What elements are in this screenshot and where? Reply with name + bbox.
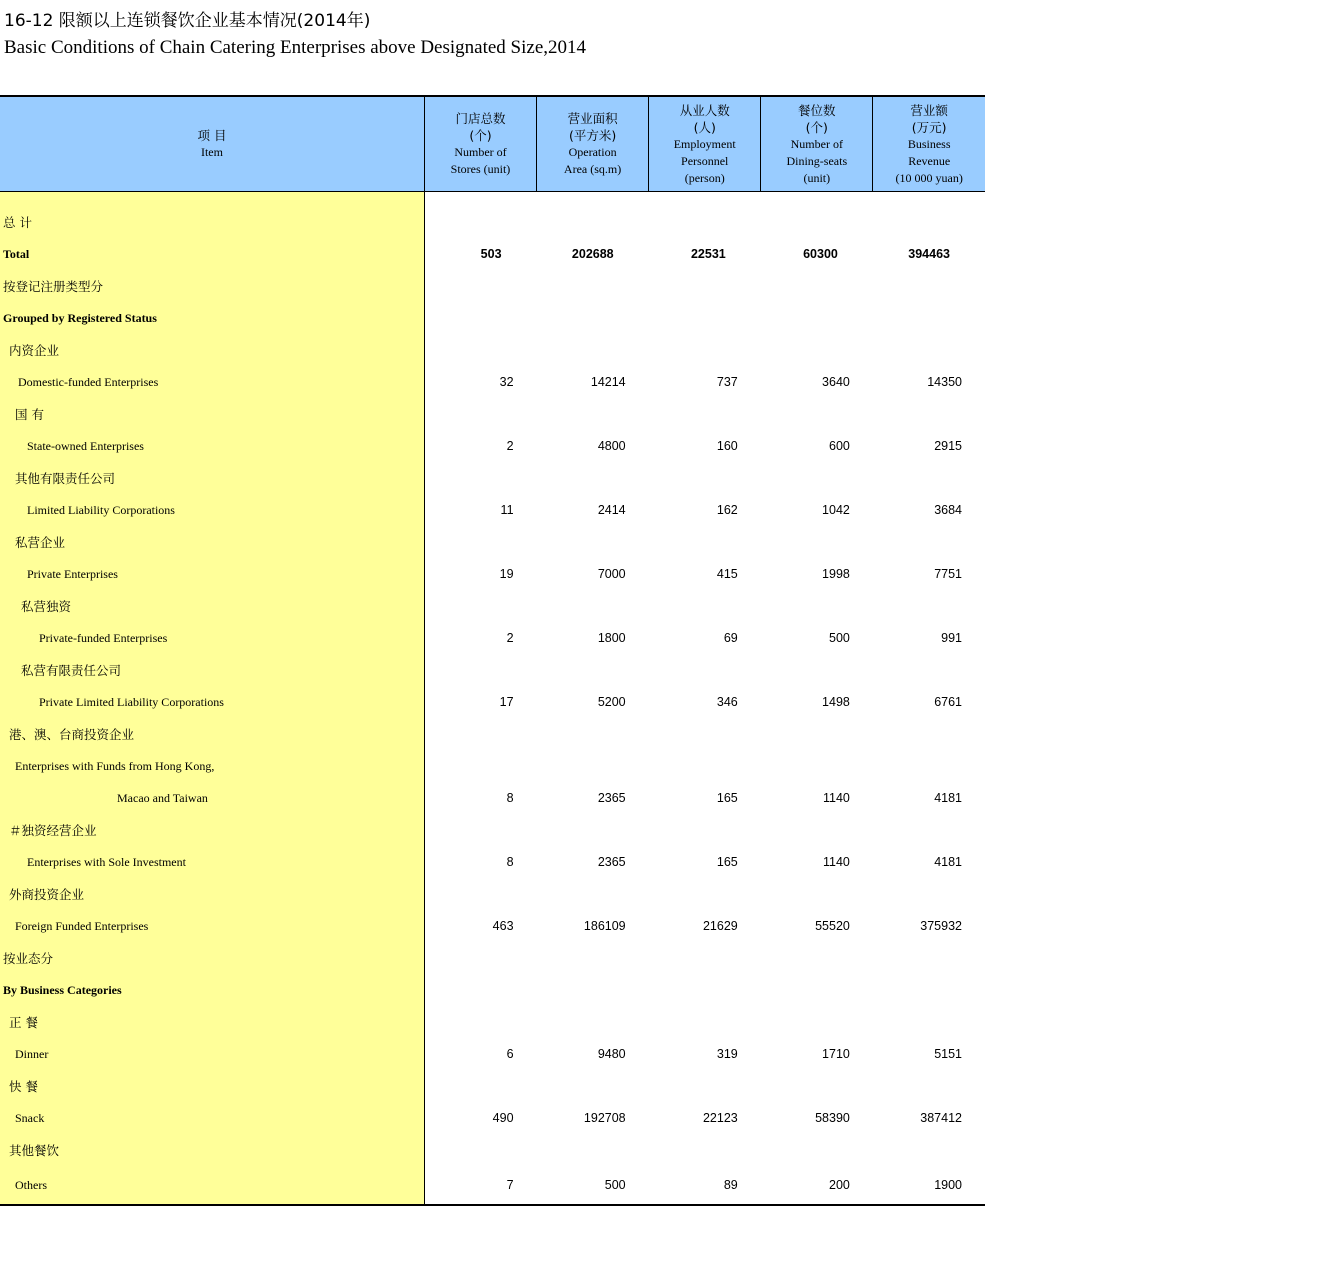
- table-row: [0, 654, 985, 686]
- seats-cell: [761, 1006, 873, 1038]
- table-row: [0, 846, 985, 878]
- area-cell: [537, 206, 649, 238]
- stores-cell: 463: [492, 919, 514, 933]
- header-row: [0, 96, 985, 192]
- seats-cell: [761, 398, 873, 430]
- stores-cell: [424, 974, 536, 1006]
- table-row: [0, 238, 985, 270]
- stores-cell: [424, 814, 536, 846]
- seats-cell: [761, 974, 873, 1006]
- stores-cell: 2: [506, 439, 514, 453]
- row-label: State-owned Enterprises: [0, 430, 424, 462]
- table-row: [0, 366, 985, 398]
- table-row: [0, 558, 985, 590]
- row-label: 港、澳、台商投资企业: [0, 718, 424, 750]
- area-cell: 2365: [597, 855, 626, 869]
- revenue-cell: [873, 206, 985, 238]
- area-cell: 7000: [597, 567, 626, 581]
- seats-cell: [761, 590, 873, 622]
- stores-cell: 2: [506, 631, 514, 645]
- area-cell: [537, 942, 649, 974]
- row-label: 其他有限责任公司: [0, 462, 424, 494]
- table-row: [0, 974, 985, 1006]
- seats-cell: [761, 750, 873, 782]
- employment-cell: 165: [716, 855, 738, 869]
- row-label: 按业态分: [0, 942, 424, 974]
- area-cell: 202688: [571, 247, 614, 261]
- revenue-cell: 1900: [873, 1166, 985, 1205]
- header-stores: 门店总数 (个) Number of Stores (unit): [424, 96, 536, 192]
- table-row: [0, 782, 985, 814]
- revenue-cell: [873, 814, 985, 846]
- row-label: By Business Categories: [0, 974, 424, 1006]
- table-row: [0, 206, 985, 238]
- area-cell: 4800: [597, 439, 626, 453]
- employment-cell: 89: [649, 1166, 761, 1205]
- stores-cell: 32: [499, 375, 514, 389]
- table-row: [0, 718, 985, 750]
- area-cell: [537, 270, 649, 302]
- seats-cell: [761, 718, 873, 750]
- stores-cell: 8: [506, 855, 514, 869]
- stores-cell: [424, 750, 536, 782]
- revenue-cell: [873, 270, 985, 302]
- row-label: 私营企业: [0, 526, 424, 558]
- table-row: [0, 622, 985, 654]
- employment-cell: [649, 590, 761, 622]
- row-label: Private Enterprises: [0, 558, 424, 590]
- revenue-cell: [873, 974, 985, 1006]
- seats-cell: [761, 878, 873, 910]
- revenue-cell: 3684: [934, 503, 962, 517]
- stores-cell: [424, 1006, 536, 1038]
- revenue-cell: [873, 1006, 985, 1038]
- seats-cell: 60300: [803, 247, 838, 261]
- employment-cell: [649, 718, 761, 750]
- area-cell: [537, 750, 649, 782]
- revenue-cell: [873, 750, 985, 782]
- stores-cell: [424, 1070, 536, 1102]
- revenue-cell: [873, 590, 985, 622]
- stores-cell: [424, 878, 536, 910]
- revenue-cell: [873, 334, 985, 366]
- table-row: [0, 942, 985, 974]
- header-area: 营业面积 (平方米) Operation Area (sq.m): [537, 96, 649, 192]
- table-row: [0, 910, 985, 942]
- stores-cell: [424, 462, 536, 494]
- seats-cell: 1140: [822, 855, 850, 869]
- seats-cell: 58390: [815, 1111, 850, 1125]
- row-label: Enterprises with Funds from Hong Kong,: [0, 750, 424, 782]
- stores-cell: [424, 590, 536, 622]
- row-label: 按登记注册类型分: [0, 270, 424, 302]
- revenue-cell: 375932: [920, 919, 962, 933]
- stores-cell: 17: [499, 695, 514, 709]
- row-label: Macao and Taiwan: [0, 782, 424, 814]
- area-cell: 500: [537, 1166, 649, 1205]
- revenue-cell: [873, 1070, 985, 1102]
- seats-cell: 1498: [822, 695, 850, 709]
- table-title-chinese: 16-12 限额以上连锁餐饮企业基本情况(2014年): [4, 11, 371, 31]
- header-item: 项 目 Item: [0, 96, 424, 192]
- area-cell: [537, 462, 649, 494]
- area-cell: 14214: [590, 375, 626, 389]
- employment-cell: [649, 1070, 761, 1102]
- employment-cell: [649, 526, 761, 558]
- statistics-table: [0, 95, 985, 1206]
- table-row: [0, 814, 985, 846]
- seats-cell: [761, 462, 873, 494]
- row-label: 内资企业: [0, 334, 424, 366]
- revenue-cell: [873, 1134, 985, 1166]
- employment-cell: [649, 750, 761, 782]
- header-employment: 从业人数 (人) Employment Personnel (person): [649, 96, 761, 192]
- statistics-table-container: [0, 95, 985, 1206]
- employment-cell: [649, 206, 761, 238]
- seats-cell: 1710: [822, 1047, 850, 1061]
- area-cell: [537, 526, 649, 558]
- row-label: 私营有限责任公司: [0, 654, 424, 686]
- revenue-cell: [873, 462, 985, 494]
- seats-cell: 200: [761, 1166, 873, 1205]
- stores-cell: 503: [480, 247, 502, 261]
- area-cell: [537, 1134, 649, 1166]
- area-cell: 1800: [597, 631, 626, 645]
- table-row: [0, 398, 985, 430]
- employment-cell: 22531: [690, 247, 726, 261]
- table-row: [0, 526, 985, 558]
- stores-cell: [424, 526, 536, 558]
- seats-cell: 1998: [822, 567, 850, 581]
- employment-cell: [649, 398, 761, 430]
- table-row: [0, 494, 985, 526]
- table-row: [0, 1006, 985, 1038]
- row-label: Private-funded Enterprises: [0, 622, 424, 654]
- row-label: Private Limited Liability Corporations: [0, 686, 424, 718]
- area-cell: [537, 878, 649, 910]
- revenue-cell: [873, 942, 985, 974]
- seats-cell: 1140: [822, 791, 850, 805]
- seats-cell: [761, 654, 873, 686]
- area-cell: [537, 814, 649, 846]
- table-row: [0, 1166, 985, 1205]
- table-row: [0, 750, 985, 782]
- table-row: [0, 686, 985, 718]
- employment-cell: [649, 878, 761, 910]
- row-label: 外商投资企业: [0, 878, 424, 910]
- row-label: 国 有: [0, 398, 424, 430]
- employment-cell: 165: [716, 791, 738, 805]
- employment-cell: [649, 974, 761, 1006]
- row-label: Enterprises with Sole Investment: [0, 846, 424, 878]
- row-label: Grouped by Registered Status: [0, 302, 424, 334]
- seats-cell: 55520: [815, 919, 850, 933]
- table-title-english: Basic Conditions of Chain Catering Enterprises above Designated Size,2014: [4, 37, 587, 58]
- employment-cell: [649, 462, 761, 494]
- area-cell: 192708: [583, 1111, 626, 1125]
- revenue-cell: [873, 654, 985, 686]
- employment-cell: [649, 1006, 761, 1038]
- table-row: [0, 1070, 985, 1102]
- row-label: 私营独资: [0, 590, 424, 622]
- employment-cell: [649, 942, 761, 974]
- area-cell: [537, 590, 649, 622]
- employment-cell: 21629: [702, 919, 738, 933]
- employment-cell: [649, 270, 761, 302]
- revenue-cell: [873, 718, 985, 750]
- seats-cell: [761, 526, 873, 558]
- area-cell: [537, 302, 649, 334]
- revenue-cell: 2915: [934, 439, 962, 453]
- stores-cell: [424, 718, 536, 750]
- revenue-cell: 4181: [934, 855, 962, 869]
- revenue-cell: 991: [941, 631, 962, 645]
- stores-cell: [424, 1134, 536, 1166]
- area-cell: [537, 974, 649, 1006]
- seats-cell: 600: [829, 439, 850, 453]
- employment-cell: 415: [716, 567, 738, 581]
- seats-cell: [761, 814, 873, 846]
- area-cell: 2365: [597, 791, 626, 805]
- stores-cell: 19: [499, 567, 514, 581]
- seats-cell: [761, 206, 873, 238]
- employment-cell: 160: [716, 439, 738, 453]
- area-cell: [537, 1006, 649, 1038]
- seats-cell: [761, 1070, 873, 1102]
- row-label: 快 餐: [0, 1070, 424, 1102]
- revenue-cell: 6761: [934, 695, 962, 709]
- seats-cell: [761, 270, 873, 302]
- area-cell: [537, 1070, 649, 1102]
- revenue-cell: 4181: [934, 791, 962, 805]
- employment-cell: [649, 654, 761, 686]
- row-label: Total: [0, 238, 424, 270]
- revenue-cell: [873, 398, 985, 430]
- revenue-cell: 387412: [920, 1111, 962, 1125]
- seats-cell: 3640: [822, 375, 850, 389]
- stores-cell: [424, 270, 536, 302]
- table-row: [0, 302, 985, 334]
- stores-cell: 8: [506, 791, 514, 805]
- area-cell: 2414: [597, 503, 626, 517]
- table-row: [0, 1134, 985, 1166]
- stores-cell: [424, 302, 536, 334]
- area-cell: [537, 334, 649, 366]
- stores-cell: [424, 942, 536, 974]
- revenue-cell: [873, 526, 985, 558]
- seats-cell: 1042: [822, 503, 850, 517]
- employment-cell: 22123: [702, 1111, 738, 1125]
- employment-cell: 319: [716, 1047, 738, 1061]
- employment-cell: [649, 302, 761, 334]
- stores-cell: 7: [424, 1166, 536, 1205]
- row-label: Limited Liability Corporations: [0, 494, 424, 526]
- row-label: ＃独资经营企业: [0, 814, 424, 846]
- spacer-row: [0, 192, 985, 207]
- seats-cell: [761, 334, 873, 366]
- seats-cell: [761, 942, 873, 974]
- employment-cell: 69: [723, 631, 738, 645]
- header-revenue: 营业额 (万元) Business Revenue (10 000 yuan): [873, 96, 985, 192]
- employment-cell: [649, 1134, 761, 1166]
- table-body: [0, 192, 985, 1206]
- employment-cell: 346: [716, 695, 738, 709]
- revenue-cell: 5151: [934, 1047, 962, 1061]
- revenue-cell: [873, 878, 985, 910]
- stores-cell: [424, 334, 536, 366]
- employment-cell: [649, 334, 761, 366]
- employment-cell: 162: [716, 503, 738, 517]
- stores-cell: [424, 654, 536, 686]
- table-row: [0, 462, 985, 494]
- stores-cell: [424, 398, 536, 430]
- revenue-cell: 7751: [934, 567, 962, 581]
- revenue-cell: 14350: [927, 375, 962, 389]
- area-cell: 5200: [597, 695, 626, 709]
- seats-cell: [761, 302, 873, 334]
- row-label: Snack: [0, 1102, 424, 1134]
- seats-cell: 500: [829, 631, 850, 645]
- area-cell: 186109: [583, 919, 626, 933]
- row-label: Others: [0, 1166, 424, 1205]
- area-cell: 9480: [597, 1047, 626, 1061]
- stores-cell: [424, 206, 536, 238]
- employment-cell: 737: [716, 375, 738, 389]
- row-label: Domestic-funded Enterprises: [0, 366, 424, 398]
- row-label: Foreign Funded Enterprises: [0, 910, 424, 942]
- table-row: [0, 1102, 985, 1134]
- table-row: [0, 590, 985, 622]
- area-cell: [537, 654, 649, 686]
- area-cell: [537, 718, 649, 750]
- table-row: [0, 430, 985, 462]
- table-row: [0, 334, 985, 366]
- table-row: [0, 1038, 985, 1070]
- employment-cell: [649, 814, 761, 846]
- row-label: 正 餐: [0, 1006, 424, 1038]
- area-cell: [537, 398, 649, 430]
- table-row: [0, 270, 985, 302]
- stores-cell: 11: [500, 503, 514, 517]
- seats-cell: [761, 1134, 873, 1166]
- revenue-cell: 394463: [908, 247, 950, 261]
- row-label: Dinner: [0, 1038, 424, 1070]
- header-seats: 餐位数 (个) Number of Dining-seats (unit): [761, 96, 873, 192]
- row-label: 总 计: [0, 206, 424, 238]
- stores-cell: 490: [492, 1111, 514, 1125]
- table-row: [0, 878, 985, 910]
- stores-cell: 6: [506, 1047, 514, 1061]
- row-label: 其他餐饮: [0, 1134, 424, 1166]
- revenue-cell: [873, 302, 985, 334]
